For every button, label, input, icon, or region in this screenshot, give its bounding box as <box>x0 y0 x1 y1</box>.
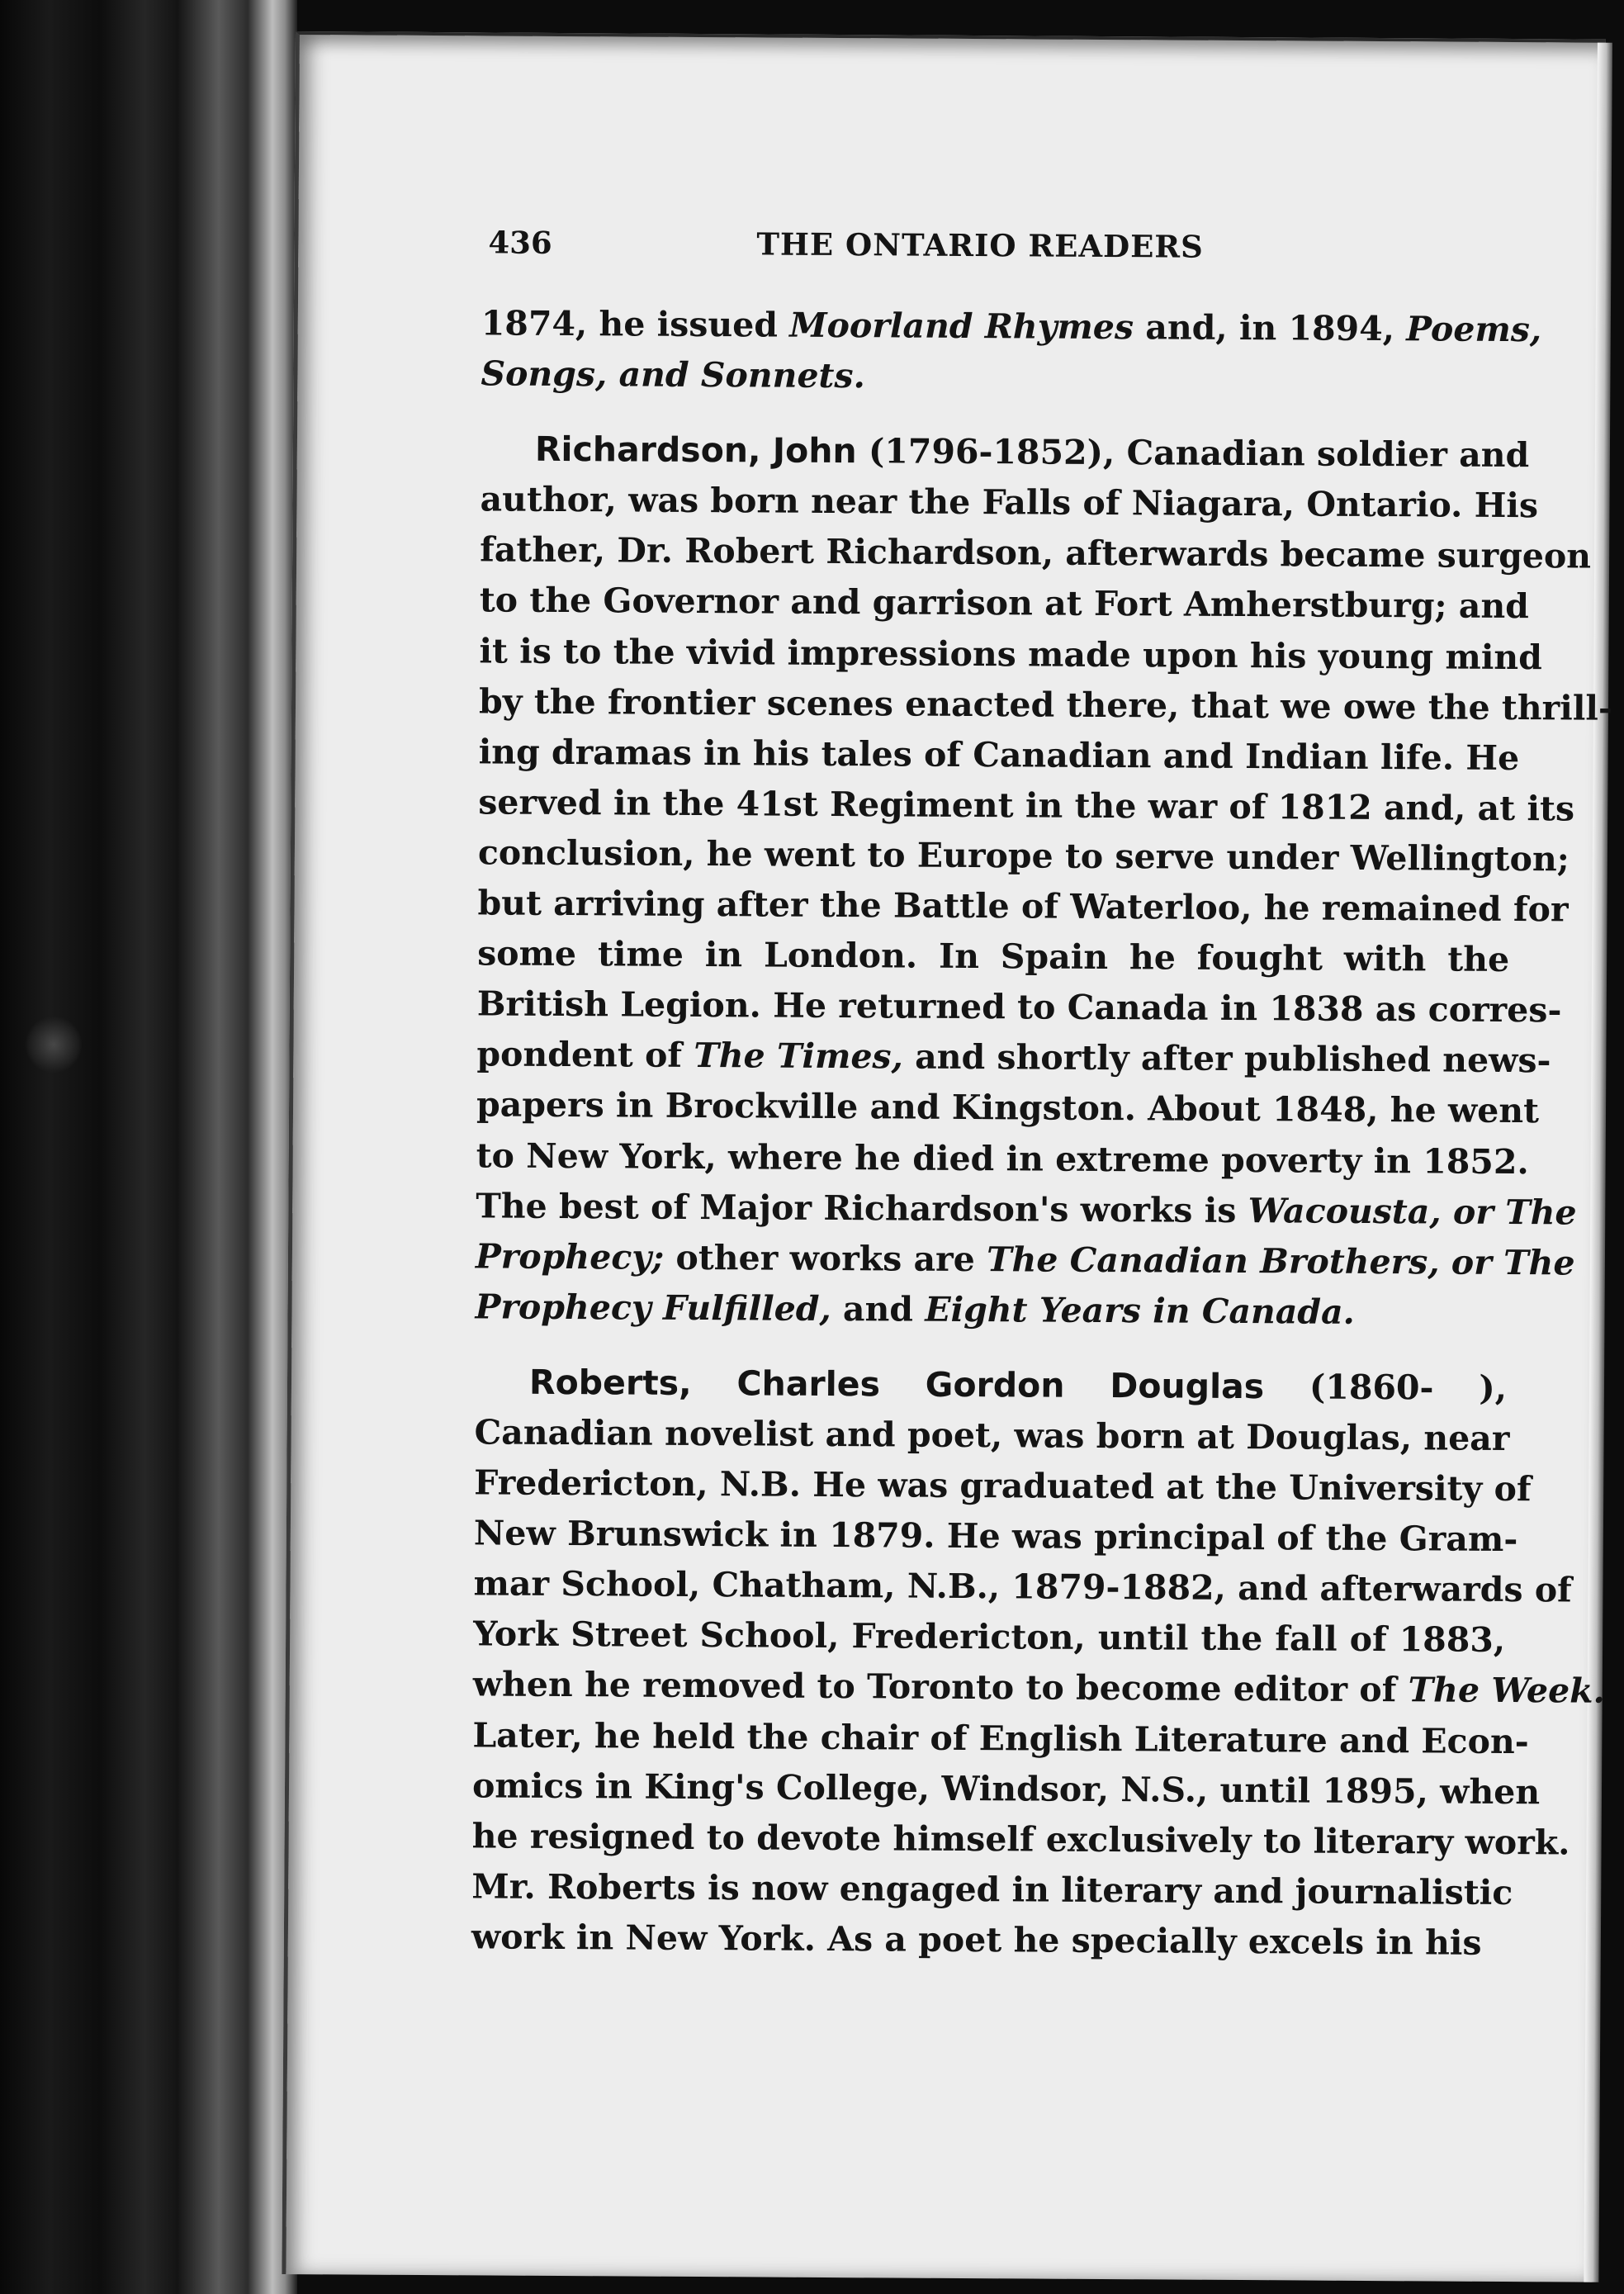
text-line <box>475 1282 1507 1339</box>
text-run: when he removed to Toronto to become editor of <box>472 1664 1409 1710</box>
text-line <box>475 1231 1575 1288</box>
text-run: it is to the vivid impressions made upon his young mind <box>479 630 1543 677</box>
text-run: father, Dr. Robert Richardson, afterwards became surgeon <box>480 529 1592 576</box>
text-run: and <box>831 1288 926 1329</box>
text-line <box>475 1357 1507 1414</box>
text-line <box>471 1761 1541 1818</box>
text-run: Fredericton, N.B. He was graduated at the University of <box>474 1462 1532 1510</box>
entry-name: Richardson, John <box>534 429 857 472</box>
text-line <box>471 1861 1513 1918</box>
text-line <box>476 1030 1551 1087</box>
text-run: to the Governor and garrison at Fort Amherstburg; and <box>479 580 1530 627</box>
text-line <box>479 626 1543 683</box>
italic-title: Wacousta, or The <box>1248 1190 1577 1233</box>
text-run: British Legion. He returned to Canada in 1838 as corres- <box>476 983 1562 1031</box>
text-line <box>478 727 1520 784</box>
text-run: papers in Brockville and Kingston. About 1848, he went <box>476 1084 1540 1131</box>
text-run: and shortly after published news- <box>902 1036 1551 1081</box>
text-line <box>473 1559 1572 1616</box>
text-run: (1796-1852), Canadian soldier and <box>856 431 1530 476</box>
text-line <box>477 928 1509 985</box>
text-line <box>474 1457 1532 1514</box>
text-line <box>471 1811 1570 1868</box>
text-run: omics in King's College, Windsor, N.S., until 1895, when <box>471 1765 1541 1812</box>
text-line <box>477 878 1569 935</box>
text-run: (1860- ), <box>1264 1367 1508 1408</box>
text-run: 1874, he issued <box>481 303 790 345</box>
text-line <box>476 1130 1529 1187</box>
text-run: Later, he held the chair of English Literature and Econ- <box>472 1714 1529 1761</box>
spine-smudge <box>25 1016 83 1074</box>
italic-title: Songs, and Sonnets. <box>481 353 865 396</box>
entry-name: Roberts, Charles Gordon Douglas <box>528 1362 1265 1407</box>
text-run: ing dramas in his tales of Canadian and Indian life. He <box>478 732 1520 778</box>
text-run: conclusion, he went to Europe to serve under Wellington; <box>477 832 1570 879</box>
text-run: but arriving after the Battle of Waterloo, he remained for <box>477 883 1569 930</box>
text-run: The best of Major Richardson's works is <box>476 1185 1248 1230</box>
text-run: Canadian novelist and poet, was born at Douglas, near <box>474 1412 1510 1458</box>
italic-title: Moorland Rhymes <box>789 305 1134 348</box>
text-line <box>478 676 1613 733</box>
text-line <box>471 1912 1503 1969</box>
text-run: Mr. Roberts is now engaged in literary and journalistic <box>471 1866 1513 1912</box>
text-line <box>481 298 1542 355</box>
text-line <box>480 475 1539 532</box>
text-run: pondent of <box>476 1034 694 1076</box>
italic-title: The Week. <box>1408 1670 1605 1712</box>
text-line <box>479 576 1530 633</box>
text-line <box>473 1509 1518 1566</box>
text-line <box>476 979 1562 1036</box>
page-number: 436 <box>488 224 552 261</box>
running-head: THE ONTARIO READERS <box>756 225 1204 265</box>
italic-title: The Times, <box>694 1036 904 1077</box>
page-header <box>488 224 1520 280</box>
italic-title: Poems, <box>1406 309 1542 350</box>
italic-title: The Canadian Brothers, or The <box>986 1239 1575 1283</box>
text-run: other works are <box>664 1237 987 1279</box>
body-text <box>471 298 1613 1969</box>
text-run: New Brunswick in 1879. He was principal of the Gram- <box>473 1513 1518 1560</box>
text-run: York Street School, Fredericton, until the fall of 1883, <box>473 1614 1506 1661</box>
text-run: served in the 41st Regiment in the war of 1812 and, at its <box>478 782 1575 829</box>
text-run: he resigned to devote himself exclusively to literary work. <box>471 1816 1570 1863</box>
text-run: and, in 1894, <box>1133 307 1407 349</box>
italic-title: Prophecy Fulfilled, <box>475 1287 831 1329</box>
italic-title: Prophecy; <box>475 1236 665 1277</box>
text-run: author, was born near the Falls of Niagara, Ontario. His <box>480 479 1539 526</box>
text-line <box>474 1407 1510 1464</box>
italic-title: Eight Years in Canada. <box>925 1289 1356 1332</box>
text-line <box>476 1181 1577 1238</box>
text-line <box>473 1609 1505 1666</box>
text-run: work in New York. As a poet he specially excels in his <box>471 1917 1482 1963</box>
text-line <box>472 1710 1529 1767</box>
text-line <box>477 827 1570 884</box>
text-line <box>478 777 1575 834</box>
book-spine-shadow <box>0 0 297 2294</box>
text-run: mar School, Chatham, N.B., 1879-1882, and afterwards of <box>473 1563 1572 1610</box>
text-run: some time in London. In Spain he fought with the <box>477 933 1510 980</box>
text-line <box>476 1080 1540 1137</box>
page-edge <box>1584 43 1612 2282</box>
text-line <box>481 348 1513 405</box>
text-run: by the frontier scenes enacted there, that we owe the thrill- <box>478 681 1613 728</box>
text-line <box>480 525 1592 582</box>
text-line <box>472 1660 1605 1717</box>
text-line <box>481 424 1530 481</box>
book-page <box>282 31 1613 2282</box>
text-run: to New York, where he died in extreme poverty in 1852. <box>476 1135 1529 1182</box>
